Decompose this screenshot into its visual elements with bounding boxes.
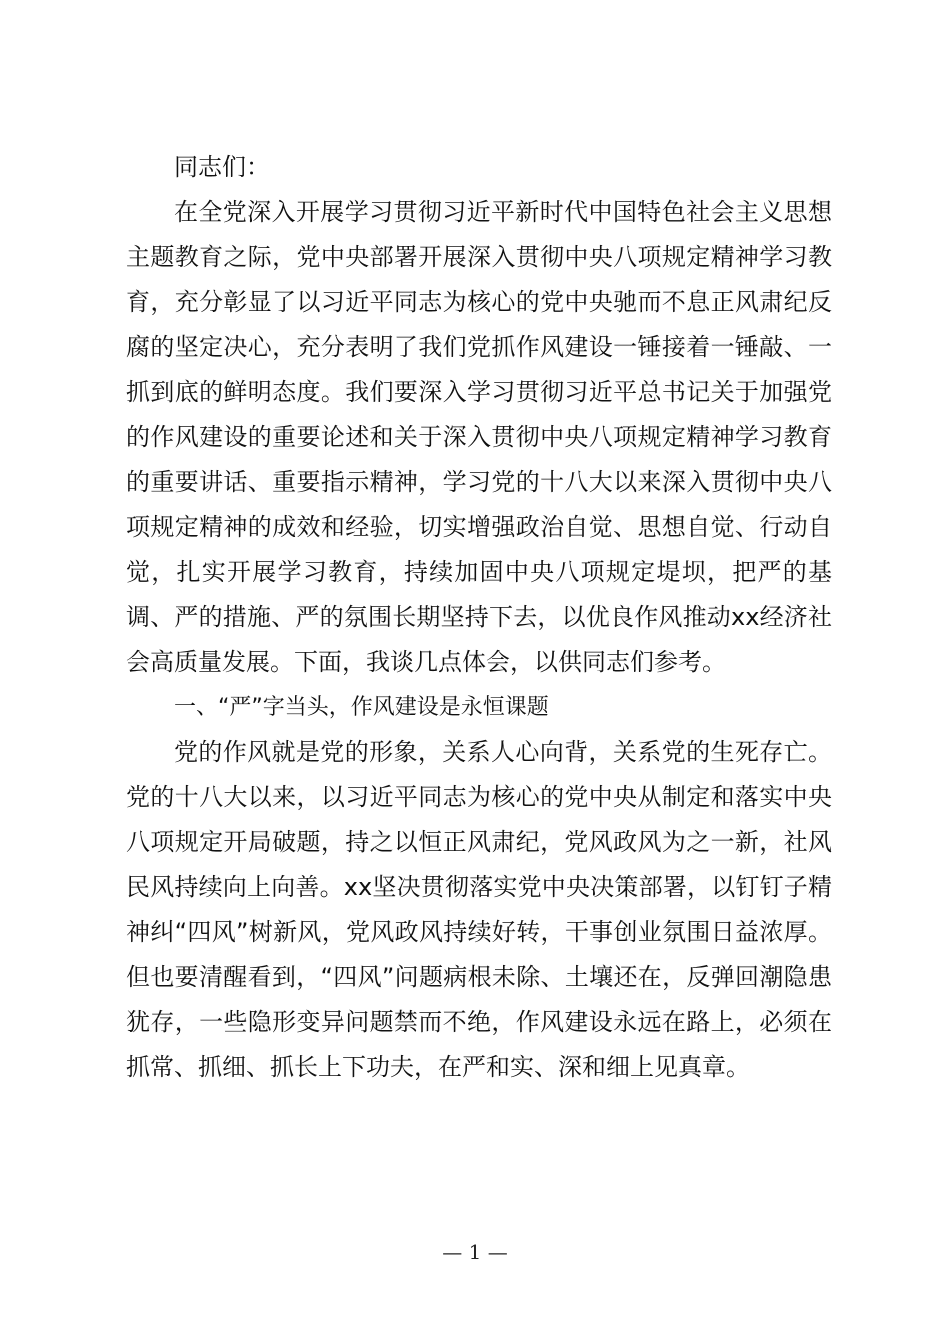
paragraph-2: 党的作风就是党的形象，关系人心向背，关系党的生死存亡。党的十八大以来，以习近平同志为核心的党中央从制定和落实中央八项规定开局破题，持之以恒正风肃纪，党风政风为之一新，社风民风持续向上向善。xx坚决贯彻落实党中央决策部署，以钉钉子精神纠“四风”树新风，党风政风持续好转，干事创业氛围日益浓厚。但也要清醒看到，“四风”问题病根未除、土壤还在，反弹回潮隐患犹存，一些隐形变异问题禁而不绝，作风建设永远在路上，必须在抓常、抓细、抓长上下功夫，在严和实、深和细上见真章。: [126, 738, 832, 1081]
section-heading-1: 一、“严”字当头，作风建设是永恒课题: [174, 695, 549, 720]
page-number: — 1 —: [442, 1240, 508, 1264]
paragraph-1: 在全党深入开展学习贯彻习近平新时代中国特色社会主义思想主题教育之际，党中央部署开展深入贯彻中央八项规定精神学习教育，充分彰显了以习近平同志为核心的党中央驰而不息正风肃纪反腐的坚定决心，充分表明了我们党抓作风建设一锤接着一锤敲、一抓到底的鲜明态度。我们要深入学习贯彻习近平总书记关于加强党的作风建设的重要论述和关于深入贯彻中央八项规定精神学习教育的重要讲话、重要指示精神，学习党的十八大以来深入贯彻中央八项规定精神的成效和经验，切实增强政治自觉、思想自觉、行动自觉，扎实开展学习教育，持续加固中央八项规定堤坝，把严的基调、严的措施、严的氛围长期坚持下去，以优良作风推动xx经济社会高质量发展。下面，我谈几点体会，以供同志们参考。: [126, 198, 832, 676]
greeting: 同志们：: [174, 153, 270, 181]
document-body: [126, 145, 832, 1090]
